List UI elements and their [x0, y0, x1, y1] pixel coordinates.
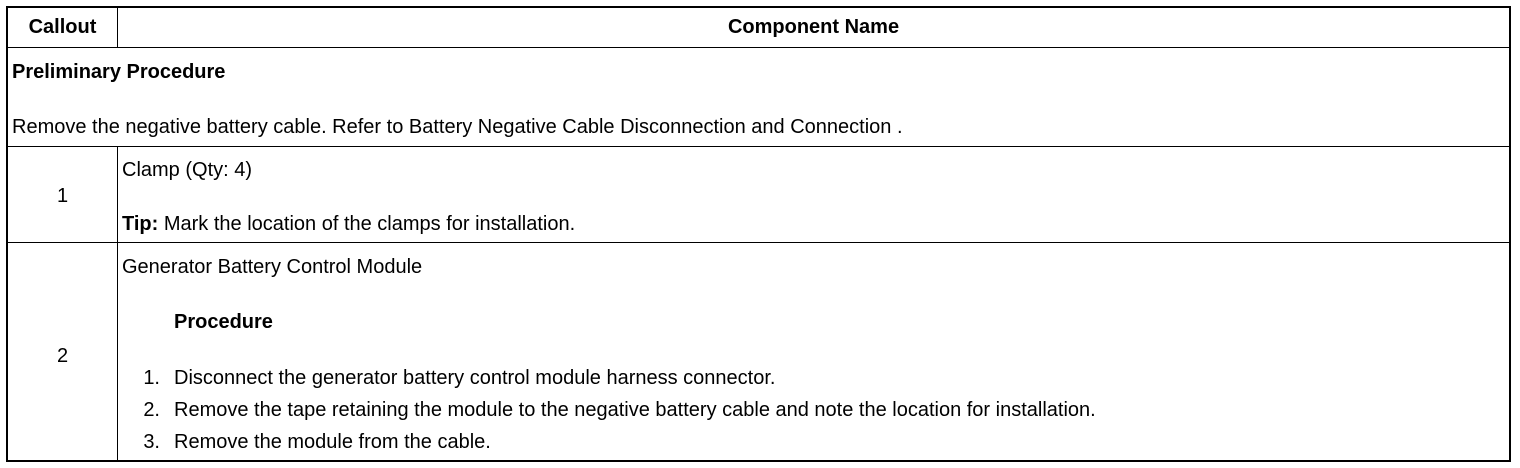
tip-label: Tip:	[122, 213, 159, 235]
header-callout	[8, 8, 117, 47]
step-number: 1.	[143, 367, 160, 389]
header-bottom-rule	[8, 47, 1509, 48]
preliminary-title: Preliminary Procedure	[12, 61, 226, 83]
row-1-name: Clamp (Qty: 4)	[122, 159, 253, 181]
header-component-name	[118, 8, 1509, 47]
preliminary-bottom-rule	[8, 146, 1509, 147]
header-component-label: Component Name	[727, 16, 900, 38]
header-divider	[117, 8, 118, 47]
preliminary-text: Remove the negative battery cable. Refer to Battery Negative Cable Disconnection and Connection .	[12, 116, 903, 138]
step-text: Disconnect the generator battery control module harness connector.	[174, 367, 776, 389]
row-1-divider	[117, 146, 118, 242]
step-text: Remove the module from the cable.	[174, 431, 491, 453]
row-1-callout: 1	[56, 185, 69, 207]
component-table	[6, 6, 1511, 462]
step-text: Remove the tape retaining the module to the negative battery cable and note the location for installation.	[174, 399, 1096, 421]
step-number: 3.	[143, 431, 160, 453]
row-2-divider	[117, 242, 118, 460]
row-1-tip	[122, 212, 575, 236]
row-1-bottom-rule	[8, 242, 1509, 243]
header-callout-label: Callout	[28, 16, 97, 38]
procedure-title: Procedure	[174, 311, 273, 333]
step-number: 2.	[143, 399, 160, 421]
row-2-name: Generator Battery Control Module	[122, 256, 423, 278]
row-2-callout: 2	[56, 345, 69, 367]
tip-text: Mark the location of the clamps for installation.	[158, 213, 576, 235]
